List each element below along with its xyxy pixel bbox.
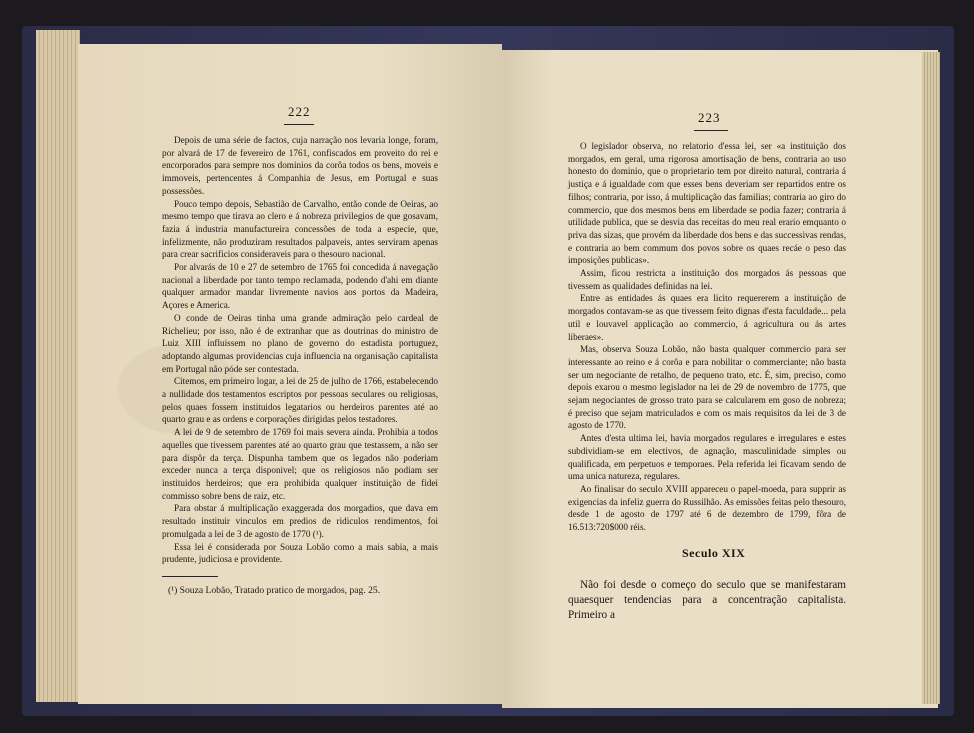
paragraph: O conde de Oeiras tinha uma grande admiração pelo cardeal de Richelieu; por isso, não é de extranhar que as doutrinas do ministro de Luiz XIII influissem no plano de governo do estadista portuguez, adoptando algumas providencias cuja influencia na organisação capitalista em Portugal não póde ser contestada. xyxy=(162,312,438,374)
paragraph: Mas, observa Souza Lobão, não basta qualquer commercio para ser interessante ao reino e á corôa e para nobilitar o commerciante; não basta ser um negociante de retalho, de pequeno trato, etc. É, sim, preciso, como depois exarou o mesmo legislador na lei de 29 de novembro de 1775, que sejam negociantes de grosso trato para se calcularem em goso de nobreza; é preciso que sejam matriculados e com os mais requisitos da lei de 3 de agosto de 1770. xyxy=(568,344,846,431)
paragraph: Assim, ficou restricta a instituição dos morgados ás pessoas que tivessem as qualidades definidas na lei. xyxy=(568,268,846,291)
paragraph: Citemos, em primeiro logar, a lei de 25 de julho de 1766, estabelecendo a nullidade dos testamentos escriptos por pessoas seculares ou religiosas, pelos quaes fossem instituidos legatarios ou herdeiros parentes até ao quarto grau e as ordens e corporações dirigidas pelos testadores. xyxy=(162,376,438,425)
paragraph: Ao finalisar do seculo XVIII appareceu o papel-moeda, para supprir as exigencias da infeliz guerra do Russilhão. As emissões feitas pelo thesouro, desde 1 de agosto de 1797 até 6 de dezembro de 1799, fôra de 16.513:720$000 réis. xyxy=(568,483,846,533)
page-edges-left xyxy=(36,30,80,702)
paragraph: Entre as entidades ás quaes era licito requererem a instituição de morgados contavam-se as que tivessem feito dignas d'esta faculdade... pela util e louvavel applicação ao commercio, á agricultura ou ás artes liberaes». xyxy=(568,293,846,342)
page-number-right: 223 xyxy=(698,110,721,125)
right-page-body xyxy=(568,140,846,534)
footnote-rule xyxy=(162,576,218,577)
paragraph: Antes d'esta ultima lei, havia morgados regulares e irregulares e estes subdividiam-se em electivos, de agnação, masculinidade simples ou qualificada, em perpetuos e temporaes. Pela referida lei ficavam sendo de uma unica natureza, regulares. xyxy=(568,433,846,482)
right-page-body-after-heading xyxy=(568,578,846,624)
paragraph: Não foi desde o começo do seculo que se manifestaram quaesquer tendencias para a concentração capitalista. Primeiro a xyxy=(568,579,846,622)
page-number-rule xyxy=(284,124,314,125)
paragraph: Essa lei é considerada por Souza Lobão como a mais sabia, a mais prudente, judiciosa e providente. xyxy=(162,541,438,565)
paragraph: Depois de uma série de factos, cuja narração nos levaria longe, foram, por alvará de 17 de fevereiro de 1761, confiscados em proveito do rei e encorporados para sempre nos dominios da corôa todos os bens, moveis e immoveis, pertencentes á Companhia de Jesus, em Portugal e suas possessões. xyxy=(162,135,438,196)
paragraph: A lei de 9 de setembro de 1769 foi mais severa ainda. Prohibia a todos aquelles que tivessem parentes até ao quarto grau que testassem, a não ser para dispôr da terça. Dispunha tambem que os legados não poderiam exceder nunca a terça disponivel; que os religiosos não podiam ser instituidos herdeiros; que era prohibida qualquer instituição de fidei commisso sobre bens de raiz, etc. xyxy=(162,427,438,501)
footnote: (¹) Souza Lobão, Tratado pratico de morgados, pag. 25. xyxy=(168,585,381,596)
paragraph: O legislador observa, no relatorio d'essa lei, ser «a instituição dos morgados, em geral, uma rigorosa amortisação de bens, contraria ao uso honesto do dominio, que o proprietario tem por direito natural, contraria á justiça e á igualdade com que esses bens deveriam ser repartidos entre os filhos; contraria, por isso, á multiplicação das familias; contraria ao giro do commercio, que dos mesmos bens em liberdade se podia fazer; contraria á utilidade publica, que se desvia das receitas do meu real erario emquanto o priva das sizas, que provém da liberdade dos bens e das successivas rendas, e contraria ao bem commum dos povos sobre os quaes recáe o peso das imposições publicas». xyxy=(568,141,846,266)
left-page-body xyxy=(162,134,438,566)
right-page xyxy=(502,50,938,708)
paragraph: Pouco tempo depois, Sebastião de Carvalho, então conde de Oeiras, ao mesmo tempo que tirava ao clero e á nobreza privilegios de que gosavam, fazia á industria manufactureira concessões de toda a especie, que, infelizmente, não produziram resultados palpaveis, antes serviram apenas para crear sacrificios consideraveis para o thesouro nacional. xyxy=(162,198,438,260)
paragraph: Para obstar á multiplicação exaggerada dos morgadios, que dava em resultado instituir vinculos em predios de ridiculos rendimentos, foi promulgada a lei de 3 de agosto de 1770 (¹). xyxy=(162,503,438,539)
left-page xyxy=(78,44,502,704)
page-number-rule xyxy=(694,130,728,131)
page-edges-right xyxy=(922,52,940,704)
section-heading: Seculo XIX xyxy=(682,546,746,560)
page-number-left: 222 xyxy=(288,104,311,119)
paragraph: Por alvarás de 10 e 27 de setembro de 1765 foi concedida á navegação nacional a liberdade por tanto tempo reclamada, podendo d'ahi em diante qualquer armador mandar livremente navios aos portos da Madeira, Açores e America. xyxy=(162,262,438,311)
